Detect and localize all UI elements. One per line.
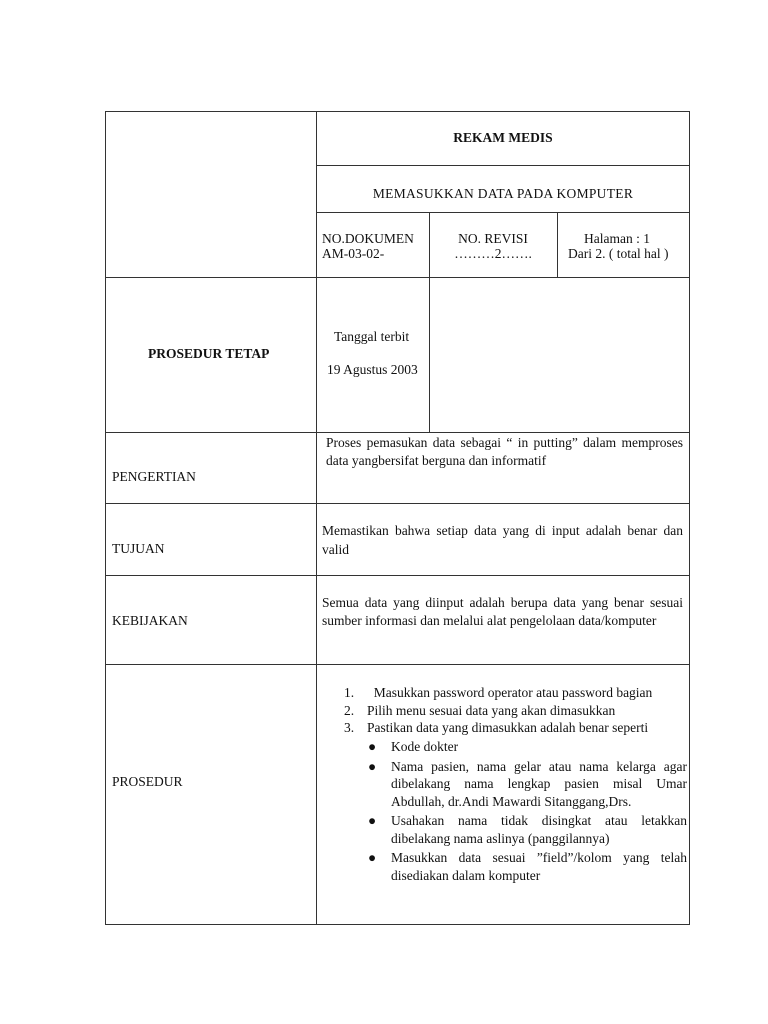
prosedur-label: PROSEDUR — [112, 774, 183, 789]
table-border-top — [105, 111, 690, 112]
bullet-text: Masukkan data sesuai ”field”/kolom yang telah disediakan dalam komputer — [391, 850, 687, 883]
no-dokumen-value: AM-03-02- — [322, 246, 385, 261]
kebijakan-label: KEBIJAKAN — [112, 613, 188, 628]
no-revisi-value: ………2……. — [454, 246, 532, 261]
prosedur-steps-list — [325, 684, 687, 737]
table-rule — [105, 432, 690, 433]
bullet-icon: ● — [368, 850, 377, 865]
table-column-divider — [316, 111, 317, 925]
table-rule — [316, 165, 690, 166]
list-item — [325, 738, 687, 756]
bullet-text: Nama pasien, nama gelar atau nama kelarga agar dibelakang nama lengkap pasien misal Umar Abdullah, dr.Andi Mawardi Sitanggang,Drs. — [391, 758, 687, 809]
list-item — [325, 812, 687, 847]
step-text: Masukkan password operator atau password bagian — [367, 685, 653, 700]
list-item — [325, 702, 687, 720]
table-border-bottom — [105, 924, 690, 925]
prosedur-tetap-label: PROSEDUR TETAP — [148, 346, 270, 361]
bullet-text: Usahakan nama tidak disingkat atau letakkan dibelakang nama aslinya (panggilannya) — [391, 813, 687, 846]
table-rule — [105, 664, 690, 665]
bullet-icon: ● — [368, 739, 377, 754]
bullet-text: Kode dokter — [391, 739, 459, 754]
pengertian-label: PENGERTIAN — [112, 469, 196, 484]
tanggal-terbit-label: Tanggal terbit — [334, 329, 410, 344]
no-dokumen-label: NO.DOKUMEN — [322, 231, 414, 246]
tujuan-text: Memastikan bahwa setiap data yang di input adalah benar dan valid — [322, 523, 683, 557]
document-subtitle: MEMASUKKAN DATA PADA KOMPUTER — [372, 186, 634, 201]
kebijakan-text: Semua data yang diinput adalah berupa data yang benar sesuai sumber informasi dan melalui alat pengelolaan data/komputer — [322, 595, 683, 628]
table-rule — [105, 575, 690, 576]
step-number: 3. — [344, 720, 355, 735]
step-number: 1. — [344, 685, 355, 700]
bullet-icon: ● — [368, 813, 377, 828]
tujuan-label: TUJUAN — [112, 541, 165, 556]
table-border-left — [105, 111, 106, 925]
pengertian-text: Proses pemasukan data sebagai “ in putting” dalam memproses data yangbersifat berguna dan informatif — [326, 435, 683, 468]
table-cell-divider — [557, 212, 558, 278]
bullet-icon: ● — [368, 758, 377, 774]
table-border-right — [689, 111, 690, 925]
table-rule — [105, 277, 690, 278]
list-item — [325, 849, 687, 884]
list-item — [325, 758, 687, 811]
step-number: 2. — [344, 702, 355, 718]
step-text: Pilih menu sesuai data yang akan dimasukkan — [367, 702, 616, 718]
table-rule — [105, 503, 690, 504]
halaman-value: Dari 2. ( total hal ) — [568, 246, 669, 261]
halaman-label: Halaman : 1 — [584, 231, 650, 246]
tanggal-terbit-value: 19 Agustus 2003 — [327, 362, 418, 377]
step-text: Pastikan data yang dimasukkan adalah benar seperti — [367, 720, 649, 735]
no-revisi-label: NO. REVISI — [458, 231, 528, 246]
table-rule — [316, 212, 690, 213]
prosedur-bullet-list — [325, 738, 687, 886]
document-title: REKAM MEDIS — [453, 130, 553, 145]
list-item — [325, 684, 687, 702]
list-item — [325, 719, 687, 737]
